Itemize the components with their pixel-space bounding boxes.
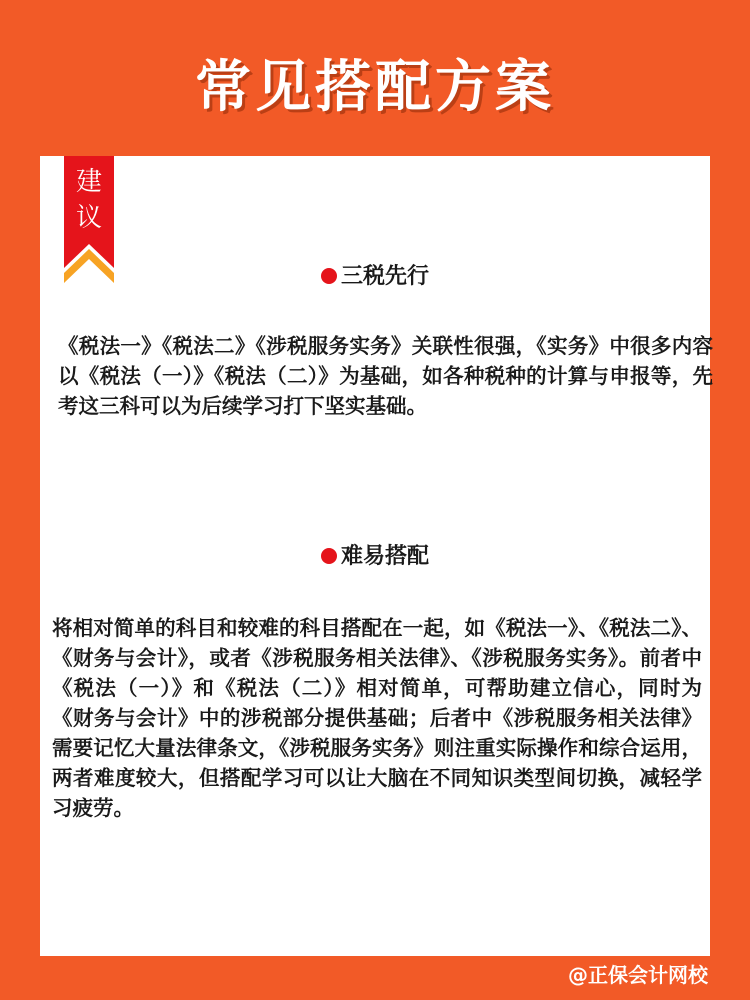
- ribbon-char-2: 议: [75, 203, 102, 233]
- section-body-2: 将相对简单的科目和较难的科目搭配在一起，如《税法一》、《税法二》、《财务与会计》，或者《涉税服务相关法律》、《涉税服务实务》。前者中《税法（一）》和《税法（二）》相对简单，可帮助建立信心，同时为《财务与会计》中的涉税部分提供基础；后者中《涉税服务相关法律》需要记忆大量法律条文，《涉税服务实务》则注重实际操作和综合运用，两者难度较大，但搭配学习可以让大脑在不同知识类型间切换，减轻学习疲劳。: [52, 616, 702, 820]
- section-body-1: 《税法一》《税法二》《涉税服务实务》关联性很强，《实务》中很多内容以《税法（一）》《税法（二）》为基础，如各种税种的计算与申报等，先考这三科可以为后续学习打下坚实基础。: [58, 334, 713, 418]
- page-title: 常见搭配方案: [195, 55, 555, 120]
- section-heading-2: [0, 542, 750, 572]
- section-heading-text: 三税先行: [340, 264, 429, 289]
- bullet-dot-icon: [321, 548, 337, 564]
- section-heading-text: 难易搭配: [340, 544, 429, 569]
- ribbon-char-1: 建: [75, 167, 102, 197]
- section-heading-1: [0, 262, 750, 292]
- footer-watermark: @正保会计网校: [568, 963, 708, 987]
- bullet-dot-icon: [321, 268, 337, 284]
